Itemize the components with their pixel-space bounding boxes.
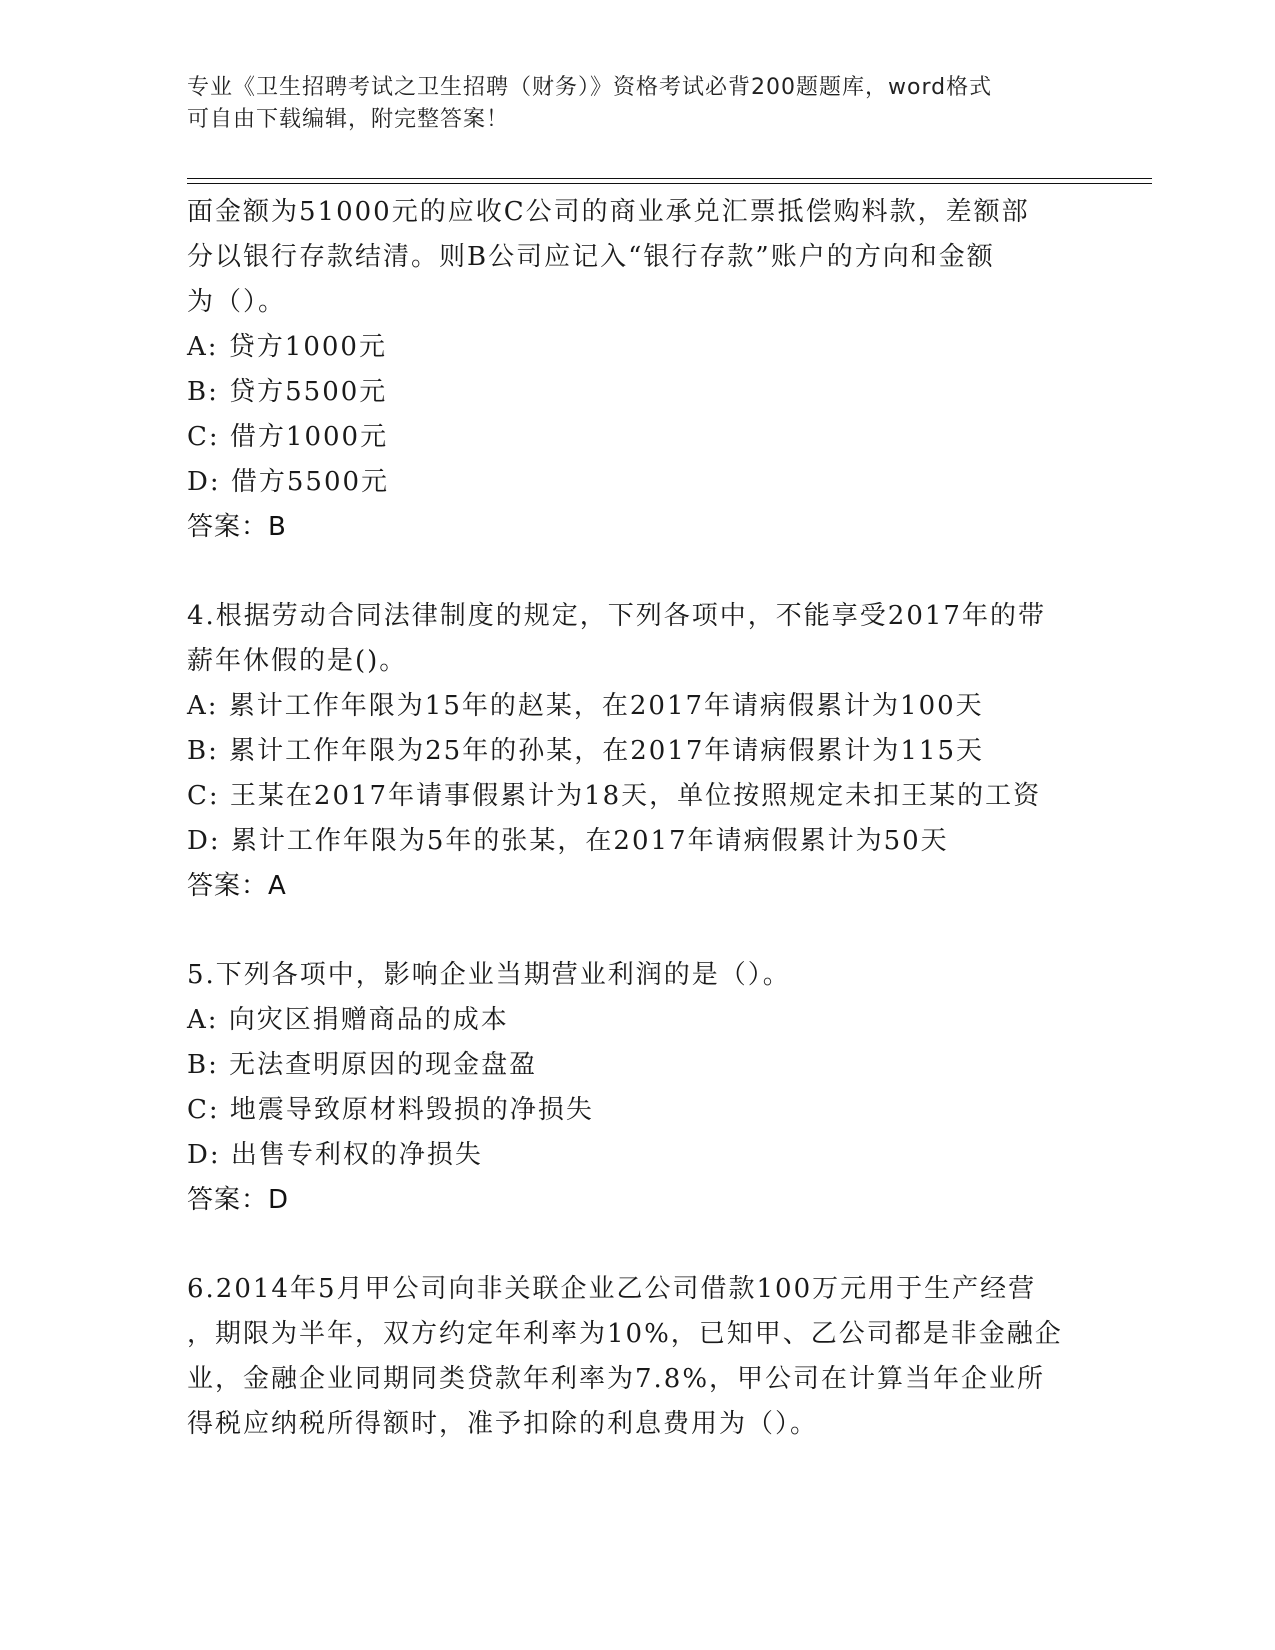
header-divider-bottom	[187, 183, 1152, 184]
option-a: A: 贷方1000元	[187, 332, 387, 362]
question-text-line: 薪年休假的是()。	[187, 646, 408, 676]
option-d: D: 出售专利权的净损失	[187, 1140, 483, 1170]
question-text-line: 面金额为51000元的应收C公司的商业承兑汇票抵偿购料款，差额部	[187, 197, 1030, 227]
header-line-1: 专业《卫生招聘考试之卫生招聘（财务）》资格考试必背200题题库，word格式	[187, 75, 993, 100]
question-text-line: ，期限为半年，双方约定年利率为10%，已知甲、乙公司都是非金融企	[187, 1319, 1063, 1349]
option-b: B: 累计工作年限为25年的孙某，在2017年请病假累计为115天	[187, 736, 985, 766]
option-b: B: 贷方5500元	[187, 377, 388, 407]
spacer	[187, 550, 1087, 594]
option-c: C: 借方1000元	[187, 422, 389, 452]
question-4	[187, 594, 1087, 909]
question-text-line: 分以银行存款结清。则B公司应记入“银行存款”账户的方向和金额	[187, 242, 995, 272]
question-text-line: 得税应纳税所得额时，准予扣除的利息费用为（）。	[187, 1409, 819, 1439]
question-text-line: 4.根据劳动合同法律制度的规定，下列各项中，不能享受2017年的带	[187, 601, 1046, 631]
header-line-2: 可自由下载编辑，附完整答案！	[187, 107, 510, 132]
question-5	[187, 953, 1087, 1223]
option-c: C: 王某在2017年请事假累计为18天，单位按照规定未扣王某的工资	[187, 781, 1042, 811]
option-b: B: 无法查明原因的现金盘盈	[187, 1050, 538, 1080]
question-text-line: 业，金融企业同期同类贷款年利率为7.8%，甲公司在计算当年企业所	[187, 1364, 1046, 1394]
question-text-line: 为（）。	[187, 287, 287, 317]
spacer	[187, 1223, 1087, 1267]
option-a: A: 累计工作年限为15年的赵某，在2017年请病假累计为100天	[187, 691, 984, 721]
header-divider-top	[187, 178, 1152, 179]
question-text-line: 6.2014年5月甲公司向非关联企业乙公司借款100万元用于生产经营	[187, 1274, 1037, 1304]
option-d: D: 累计工作年限为5年的张某，在2017年请病假累计为50天	[187, 826, 949, 856]
answer-label: 答案：A	[187, 871, 287, 901]
option-a: A: 向灾区捐赠商品的成本	[187, 1005, 509, 1035]
option-c: C: 地震导致原材料毁损的净损失	[187, 1095, 594, 1125]
document-header	[187, 72, 1087, 136]
spacer	[187, 909, 1087, 953]
option-d: D: 借方5500元	[187, 467, 390, 497]
question-content	[187, 190, 1087, 1447]
question-3	[187, 190, 1087, 550]
answer-label: 答案：D	[187, 1185, 290, 1215]
question-6	[187, 1267, 1087, 1447]
answer-label: 答案：B	[187, 512, 287, 542]
question-text-line: 5.下列各项中，影响企业当期营业利润的是（）。	[187, 960, 791, 990]
